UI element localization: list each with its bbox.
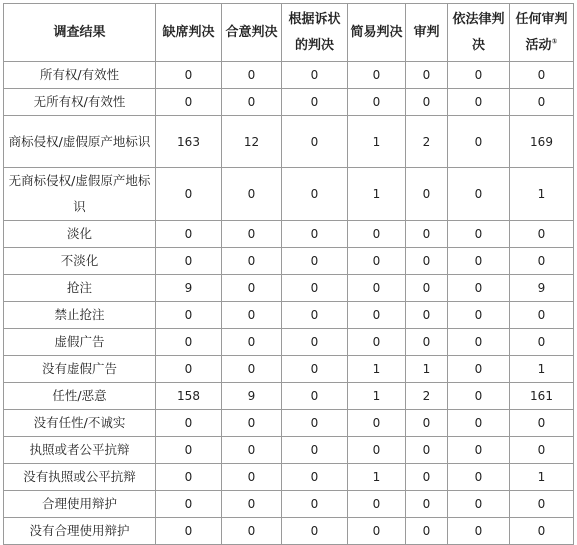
cell-value: 0 xyxy=(282,275,348,302)
cell-value: 0 xyxy=(406,275,448,302)
cell-value: 0 xyxy=(282,518,348,545)
table-container xyxy=(3,3,574,545)
cell-value: 0 xyxy=(448,464,510,491)
cell-value: 1 xyxy=(510,464,574,491)
cell-value: 0 xyxy=(348,221,406,248)
table-row xyxy=(4,383,574,410)
table-row xyxy=(4,410,574,437)
cell-value: 12 xyxy=(222,116,282,168)
cell-value: 1 xyxy=(510,168,574,221)
cell-value: 0 xyxy=(282,383,348,410)
cell-value: 0 xyxy=(448,518,510,545)
cell-value: 0 xyxy=(222,464,282,491)
cell-value: 0 xyxy=(406,248,448,275)
row-label: 没有虚假广告 xyxy=(4,356,156,383)
header-consent-judgment: 合意判决 xyxy=(222,4,282,62)
row-label: 没有任性/不诚实 xyxy=(4,410,156,437)
cell-value: 0 xyxy=(510,437,574,464)
table-row xyxy=(4,89,574,116)
cell-value: 0 xyxy=(282,491,348,518)
cell-value: 0 xyxy=(348,410,406,437)
cell-value: 0 xyxy=(222,329,282,356)
cell-value: 0 xyxy=(156,437,222,464)
cell-value: 0 xyxy=(282,221,348,248)
table-row xyxy=(4,221,574,248)
cell-value: 0 xyxy=(222,221,282,248)
cell-value: 0 xyxy=(222,168,282,221)
cell-value: 0 xyxy=(156,518,222,545)
row-label: 执照或者公平抗辩 xyxy=(4,437,156,464)
cell-value: 1 xyxy=(348,464,406,491)
cell-value: 0 xyxy=(406,329,448,356)
cell-value: 158 xyxy=(156,383,222,410)
cell-value: 0 xyxy=(156,329,222,356)
cell-value: 0 xyxy=(282,356,348,383)
cell-value: 0 xyxy=(448,383,510,410)
cell-value: 1 xyxy=(510,356,574,383)
cell-value: 0 xyxy=(282,329,348,356)
cell-value: 0 xyxy=(510,62,574,89)
cell-value: 0 xyxy=(156,302,222,329)
cell-value: 0 xyxy=(406,221,448,248)
cell-value: 0 xyxy=(348,89,406,116)
cell-value: 0 xyxy=(222,275,282,302)
cell-value: 0 xyxy=(282,464,348,491)
header-judgment-on-pleadings: 根据诉状的判决 xyxy=(282,4,348,62)
row-label: 抢注 xyxy=(4,275,156,302)
cell-value: 2 xyxy=(406,116,448,168)
table-row xyxy=(4,62,574,89)
cell-value: 0 xyxy=(222,491,282,518)
cell-value: 0 xyxy=(406,302,448,329)
cell-value: 0 xyxy=(282,410,348,437)
row-label: 商标侵权/虚假原产地标识 xyxy=(4,116,156,168)
cell-value: 0 xyxy=(282,116,348,168)
cell-value: 1 xyxy=(348,116,406,168)
cell-value: 0 xyxy=(448,116,510,168)
cell-value: 0 xyxy=(156,464,222,491)
row-label: 虚假广告 xyxy=(4,329,156,356)
cell-value: 0 xyxy=(282,62,348,89)
table-row xyxy=(4,356,574,383)
table-row xyxy=(4,464,574,491)
cell-value: 0 xyxy=(406,168,448,221)
cell-value: 1 xyxy=(348,168,406,221)
cell-value: 0 xyxy=(348,275,406,302)
cell-value: 0 xyxy=(222,248,282,275)
cell-value: 0 xyxy=(510,221,574,248)
table-row xyxy=(4,168,574,221)
cell-value: 163 xyxy=(156,116,222,168)
header-summary-judgment: 简易判决 xyxy=(348,4,406,62)
table-row xyxy=(4,248,574,275)
cell-value: 0 xyxy=(348,248,406,275)
cell-value: 0 xyxy=(448,356,510,383)
cell-value: 0 xyxy=(448,168,510,221)
cell-value: 0 xyxy=(156,410,222,437)
cell-value: 0 xyxy=(406,410,448,437)
header-row xyxy=(4,4,574,62)
table-row xyxy=(4,329,574,356)
header-judgment-as-matter-of-law: 依法律判决 xyxy=(448,4,510,62)
cell-value: 161 xyxy=(510,383,574,410)
row-label: 任性/恶意 xyxy=(4,383,156,410)
cell-value: 1 xyxy=(348,383,406,410)
cell-value: 0 xyxy=(348,437,406,464)
row-label: 无商标侵权/虚假原产地标识 xyxy=(4,168,156,221)
row-label: 没有合理使用辩护 xyxy=(4,518,156,545)
cell-value: 0 xyxy=(448,302,510,329)
cell-value: 0 xyxy=(156,356,222,383)
cell-value: 0 xyxy=(510,89,574,116)
cell-value: 0 xyxy=(156,248,222,275)
row-label: 禁止抢注 xyxy=(4,302,156,329)
header-any-trial-activity-label: 任何审判活动 xyxy=(515,11,568,53)
cell-value: 0 xyxy=(282,168,348,221)
cell-value: 0 xyxy=(156,62,222,89)
cell-value: 0 xyxy=(510,410,574,437)
footnote-marker: ① xyxy=(551,37,558,46)
cell-value: 0 xyxy=(406,437,448,464)
header-survey-results: 调查结果 xyxy=(4,4,156,62)
row-label: 所有权/有效性 xyxy=(4,62,156,89)
cell-value: 0 xyxy=(222,410,282,437)
table-row xyxy=(4,116,574,168)
cell-value: 0 xyxy=(510,491,574,518)
cell-value: 0 xyxy=(348,302,406,329)
cell-value: 0 xyxy=(448,275,510,302)
table-row xyxy=(4,518,574,545)
cell-value: 0 xyxy=(510,248,574,275)
cell-value: 1 xyxy=(406,356,448,383)
cell-value: 0 xyxy=(222,518,282,545)
cell-value: 0 xyxy=(348,518,406,545)
cell-value: 0 xyxy=(448,437,510,464)
cell-value: 0 xyxy=(448,221,510,248)
row-label: 不淡化 xyxy=(4,248,156,275)
cell-value: 0 xyxy=(448,491,510,518)
cell-value: 0 xyxy=(282,248,348,275)
cell-value: 0 xyxy=(510,329,574,356)
cell-value: 0 xyxy=(406,464,448,491)
cell-value: 0 xyxy=(156,89,222,116)
cell-value: 0 xyxy=(406,491,448,518)
cell-value: 0 xyxy=(156,221,222,248)
cell-value: 0 xyxy=(156,168,222,221)
table-row xyxy=(4,437,574,464)
cell-value: 0 xyxy=(448,62,510,89)
cell-value: 0 xyxy=(222,89,282,116)
table-row xyxy=(4,302,574,329)
table-row xyxy=(4,275,574,302)
cell-value: 0 xyxy=(222,356,282,383)
cell-value: 169 xyxy=(510,116,574,168)
cell-value: 9 xyxy=(156,275,222,302)
survey-results-table xyxy=(3,3,574,545)
cell-value: 0 xyxy=(282,89,348,116)
cell-value: 0 xyxy=(448,329,510,356)
table-row xyxy=(4,491,574,518)
cell-value: 0 xyxy=(348,491,406,518)
row-label: 合理使用辩护 xyxy=(4,491,156,518)
cell-value: 0 xyxy=(510,518,574,545)
cell-value: 0 xyxy=(448,410,510,437)
cell-value: 0 xyxy=(510,302,574,329)
row-label: 没有执照或公平抗辩 xyxy=(4,464,156,491)
header-any-trial-activity xyxy=(510,4,574,62)
cell-value: 0 xyxy=(406,89,448,116)
header-default-judgment: 缺席判决 xyxy=(156,4,222,62)
cell-value: 0 xyxy=(156,491,222,518)
cell-value: 0 xyxy=(222,62,282,89)
cell-value: 0 xyxy=(348,62,406,89)
cell-value: 0 xyxy=(448,248,510,275)
cell-value: 0 xyxy=(406,62,448,89)
row-label: 淡化 xyxy=(4,221,156,248)
cell-value: 0 xyxy=(406,518,448,545)
cell-value: 0 xyxy=(282,437,348,464)
cell-value: 9 xyxy=(510,275,574,302)
cell-value: 2 xyxy=(406,383,448,410)
cell-value: 0 xyxy=(282,302,348,329)
cell-value: 0 xyxy=(448,89,510,116)
header-trial: 审判 xyxy=(406,4,448,62)
cell-value: 0 xyxy=(222,437,282,464)
cell-value: 0 xyxy=(222,302,282,329)
cell-value: 1 xyxy=(348,356,406,383)
cell-value: 0 xyxy=(348,329,406,356)
cell-value: 9 xyxy=(222,383,282,410)
row-label: 无所有权/有效性 xyxy=(4,89,156,116)
